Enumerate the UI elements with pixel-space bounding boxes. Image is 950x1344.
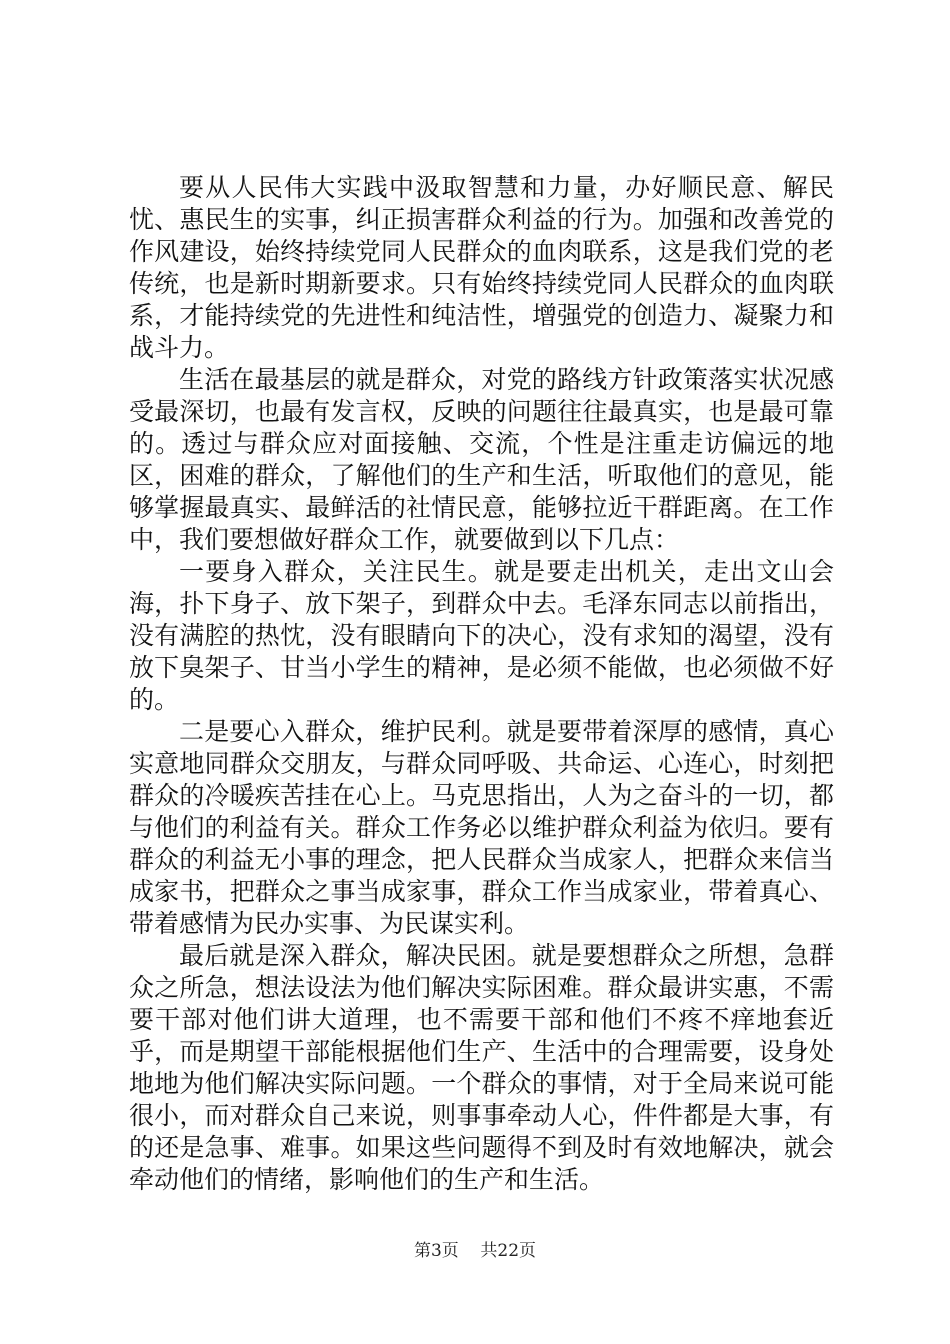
- paragraph: 一要身入群众，关注民生。就是要走出机关，走出文山会海，扑下身子、放下架子，到群众中去。毛泽东同志以前指出，没有满腔的热忱，没有眼睛向下的决心，没有求知的渴望，没有放下臭架子、甘当小学生的精神，是必须不能做，也必须做不好的。: [129, 557, 834, 714]
- page-total: 共22页: [480, 1241, 537, 1261]
- paragraph: 生活在最基层的就是群众，对党的路线方针政策落实状况感受最深切，也最有发言权，反映的问题往往最真实，也是最可靠的。透过与群众应对面接触、交流，个性是注重走访偏远的地区，困难的群众，了解他们的生产和生活，听取他们的意见，能够掌握最真实、最鲜活的社情民意，能够拉近干群距离。在工作中，我们要想做好群众工作，就要做到以下几点：: [129, 365, 834, 554]
- paragraph: 二是要心入群众，维护民利。就是要带着深厚的感情，真心实意地同群众交朋友，与群众同呼吸、共命运、心连心，时刻把群众的冷暖疾苦挂在心上。马克思指出，人为之奋斗的一切，都与他们的利益有关。群众工作务必以维护群众利益为依归。要有群众的利益无小事的理念，把人民群众当成家人，把群众来信当成家书，把群众之事当成家事，群众工作当成家业，带着真心、带着感情为民办实事、为民谋实利。: [129, 717, 834, 938]
- page-footer: [0, 1240, 950, 1262]
- paragraph: 最后就是深入群众，解决民困。就是要想群众之所想，急群众之所急，想法设法为他们解决实际困难。群众最讲实惠，不需要干部对他们讲大道理，也不需要干部和他们不疼不痒地套近乎，而是期望干部能根据他们生产、生活中的合理需要，设身处地地为他们解决实际问题。一个群众的事情，对于全局来说可能很小，而对群众自己来说，则事事牵动人心，件件都是大事，有的还是急事、难事。如果这些问题得不到及时有效地解决，就会牵动他们的情绪，影响他们的生产和生活。: [129, 941, 834, 1194]
- document-body: [129, 172, 834, 1196]
- page-number: 第3页: [413, 1241, 459, 1261]
- paragraph: 要从人民伟大实践中汲取智慧和力量，办好顺民意、解民忧、惠民生的实事，纠正损害群众利益的行为。加强和改善党的作风建设，始终持续党同人民群众的血肉联系，这是我们党的老传统，也是新时期新要求。只有始终持续党同人民群众的血肉联系，才能持续党的先进性和纯洁性，增强党的创造力、凝聚力和战斗力。: [129, 173, 834, 362]
